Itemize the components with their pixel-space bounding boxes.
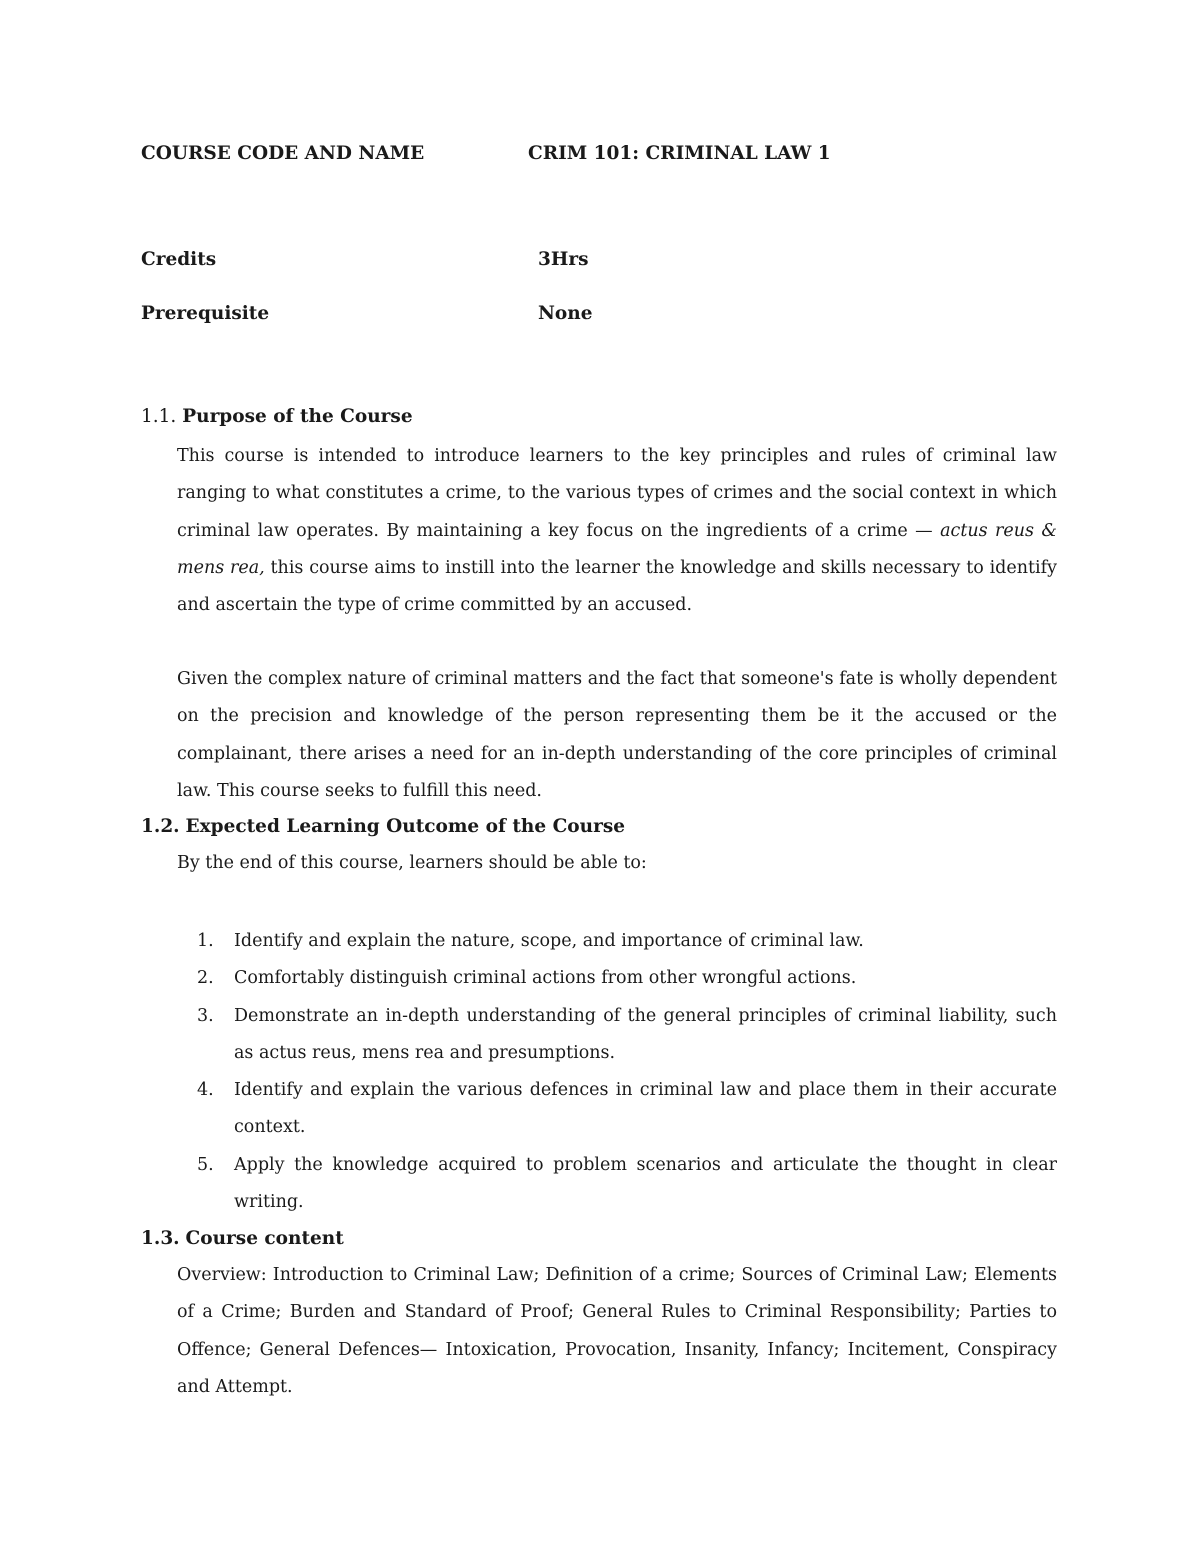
course-content-paragraph: Overview: Introduction to Criminal Law; Definition of a crime; Sources of Criminal Law; Elements of a Crime; Burden and Standard of Proof; General Rules to Criminal Responsibility; Parties to Offence; General Defences— Intoxication, Provocation, Insanity, Infancy; Incitement, Conspiracy and Attempt. — [177, 1265, 1057, 1397]
list-item-number: 1. — [197, 931, 214, 951]
list-item-number: 5. — [197, 1154, 214, 1175]
section-outcomes-heading — [141, 816, 625, 837]
purpose-text-end: this course aims to instill into the learner the knowledge and skills necessary to identify and ascertain the type of crime committed by an accused. — [177, 557, 1057, 616]
section-number: 1.3. — [141, 1228, 180, 1249]
prerequisite-label: Prerequisite — [141, 303, 270, 324]
list-item — [177, 960, 1057, 997]
list-item — [177, 1072, 1057, 1147]
section-title: Course content — [185, 1228, 344, 1249]
prerequisite-value: None — [538, 303, 593, 324]
list-item-text: Demonstrate an in-depth understanding of the general principles of criminal liability, such as actus reus, mens rea and presumptions. — [234, 1005, 1057, 1063]
section-title: Purpose of the Course — [182, 406, 413, 427]
purpose-paragraph-1 — [177, 438, 1057, 624]
list-item-text: Identify and explain the nature, scope, and importance of criminal law. — [234, 931, 864, 951]
list-item — [177, 998, 1057, 1073]
outcomes-list — [177, 923, 1057, 1221]
course-code-value: CRIM 101: CRIMINAL LAW 1 — [528, 143, 831, 164]
section-content-heading — [141, 1228, 344, 1249]
purpose-text-italic: actus reus & mens rea, — [177, 520, 1057, 578]
credits-label: Credits — [141, 249, 217, 270]
section-title: Expected Learning Outcome of the Course — [185, 816, 626, 837]
credits-value: 3Hrs — [538, 249, 589, 270]
list-item — [177, 923, 1057, 960]
course-code-label: COURSE CODE AND NAME — [141, 143, 425, 164]
list-item-number: 3. — [197, 1005, 214, 1026]
list-item-text: Identify and explain the various defences in criminal law and place them in their accurate context. — [234, 1080, 1057, 1138]
section-number: 1.1. — [141, 406, 177, 427]
list-item-text: Comfortably distinguish criminal actions from other wrongful actions. — [234, 968, 857, 989]
list-item — [177, 1147, 1057, 1222]
purpose-text-start: This course is intended to introduce learners to the key principles and rules of criminal law ranging to what constitutes a crime, to the various types of crimes and the social context in which criminal law operates. By maintaining a key focus on the ingredients of a crime — — [177, 446, 1057, 541]
list-item-number: 2. — [197, 968, 214, 989]
purpose-paragraph-2: Given the complex nature of criminal matters and the fact that someone's fate is wholly dependent on the precision and knowledge of the person representing them be it the accused or the complainant, there arises a need for an in-depth understanding of the core principles of criminal law. This course seeks to fulfill this need. — [177, 669, 1057, 801]
list-item-number: 4. — [197, 1080, 214, 1101]
outcomes-intro: By the end of this course, learners should be able to: — [177, 853, 647, 873]
list-item-text: Apply the knowledge acquired to problem scenarios and articulate the thought in clear writing. — [234, 1154, 1057, 1213]
section-purpose-heading — [141, 406, 413, 427]
section-number: 1.2. — [141, 816, 180, 837]
